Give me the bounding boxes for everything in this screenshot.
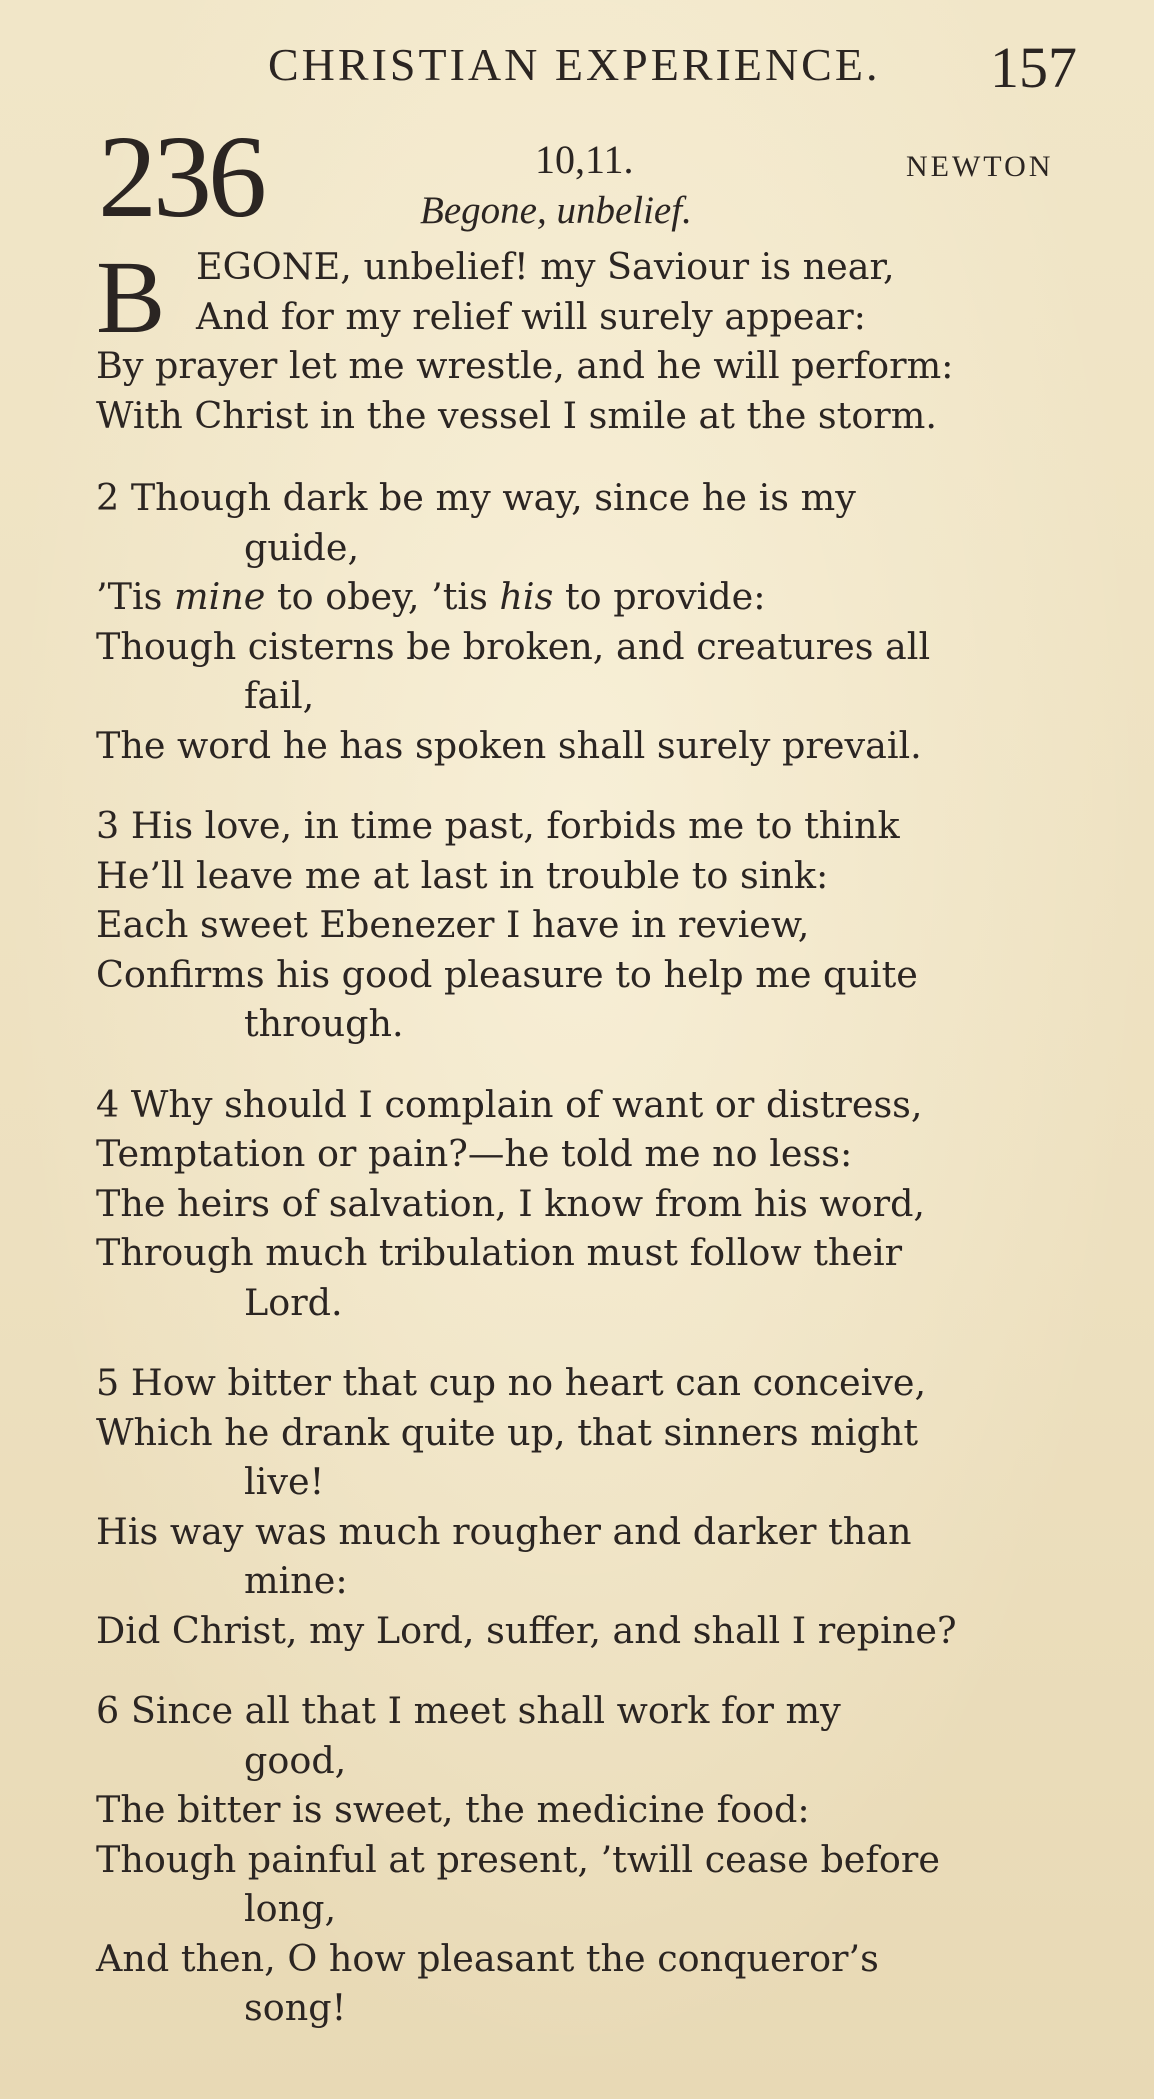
hymn-meter: 10,11. — [535, 137, 634, 182]
verse-3-line-3: Each sweet Ebenezer I have in review, — [96, 903, 810, 946]
verse-gap — [96, 770, 1096, 801]
verse-6 — [96, 1686, 1096, 2033]
verse-1-line-2: And for my relief will surely appear: — [196, 294, 866, 338]
verse-2-line-2 — [96, 572, 1096, 622]
verse-4-line-1: 4 Why should I complain of want or distress, — [96, 1082, 923, 1126]
verse-6-line-1: 6 Since all that I meet shall work for my — [96, 1689, 841, 1732]
verse-5-line-3-cont: mine: — [244, 1559, 348, 1602]
verse-5-line-2: Which he drank quite up, that sinners might — [96, 1410, 919, 1454]
verse-2-line-1-cont: guide, — [244, 525, 360, 569]
verse-2 — [96, 473, 1096, 770]
verse-1-line-3: By prayer let me wrestle, and he will perform: — [96, 344, 954, 387]
hymn-number: 236 — [98, 111, 263, 242]
verse-2-line-3-cont: fail, — [244, 674, 315, 717]
verse-6-line-2: The bitter is sweet, the medicine food: — [96, 1788, 810, 1831]
verse-1 — [96, 242, 1096, 440]
verse-6-line-4-cont: song! — [244, 1986, 347, 2029]
hymn-subtitle: Begone, unbelief. — [420, 189, 692, 232]
verse-gap — [96, 1655, 1096, 1686]
page-number: 157 — [990, 35, 1077, 100]
drop-cap: B — [96, 240, 166, 355]
hymn-text — [96, 242, 1096, 2033]
running-title: CHRISTIAN EXPERIENCE. — [268, 39, 881, 90]
verse-2-line-2-part-e: to provide: — [553, 575, 766, 618]
verse-3 — [96, 801, 1096, 1049]
verse-2-line-1: 2 Though dark be my way, since he is my — [96, 476, 856, 519]
verse-1-line-4: With Christ in the vessel I smile at the storm. — [96, 393, 937, 437]
verse-6-line-3: Though painful at present, ’twill cease before — [96, 1837, 940, 1881]
verse-gap — [96, 1327, 1096, 1358]
verse-4-line-3: The heirs of salvation, I know from his word, — [96, 1181, 926, 1225]
verse-gap — [96, 1049, 1096, 1080]
verse-3-line-4-cont: through. — [244, 1002, 404, 1045]
verse-5-line-4: Did Christ, my Lord, suffer, and shall I repine? — [96, 1608, 957, 1652]
verse-4 — [96, 1080, 1096, 1328]
verse-3-line-4: Confirms his good pleasure to help me quite — [96, 952, 918, 996]
verse-5-line-1: 5 How bitter that cup no heart can conceive, — [96, 1361, 927, 1404]
verse-2-line-2-part-a: ’Tis — [96, 575, 174, 618]
verse-gap — [96, 440, 1096, 473]
verse-3-line-1: 3 His love, in time past, forbids me to think — [96, 804, 900, 847]
verse-2-line-3: Though cisterns be broken, and creatures all — [96, 624, 931, 668]
verse-2-line-2-part-c: to obey, ’tis — [265, 575, 500, 618]
verse-5 — [96, 1358, 1096, 1655]
emphasis-mine: mine — [173, 575, 266, 618]
verse-6-line-1-cont: good, — [244, 1738, 347, 1782]
verse-6-line-4: And then, O how pleasant the conqueror’s — [96, 1936, 879, 1980]
verse-4-line-2: Temptation or pain?—he told me no less: — [96, 1132, 853, 1175]
verse-5-line-3: His way was much rougher and darker than — [96, 1509, 912, 1553]
verse-1-line-1: EGONE, unbelief! my Saviour is near, — [196, 245, 895, 288]
verse-3-line-2: He’ll leave me at last in trouble to sink: — [96, 853, 829, 897]
tune-name: NEWTON — [906, 150, 1054, 183]
verse-4-line-4: Through much tribulation must follow their — [96, 1231, 903, 1274]
verse-2-line-4: The word he has spoken shall surely prevail. — [96, 723, 922, 767]
verse-6-line-3-cont: long, — [244, 1887, 337, 1930]
verse-5-line-2-cont: live! — [244, 1460, 325, 1503]
verse-4-line-4-cont: Lord. — [244, 1280, 343, 1324]
emphasis-his: his — [499, 575, 554, 618]
